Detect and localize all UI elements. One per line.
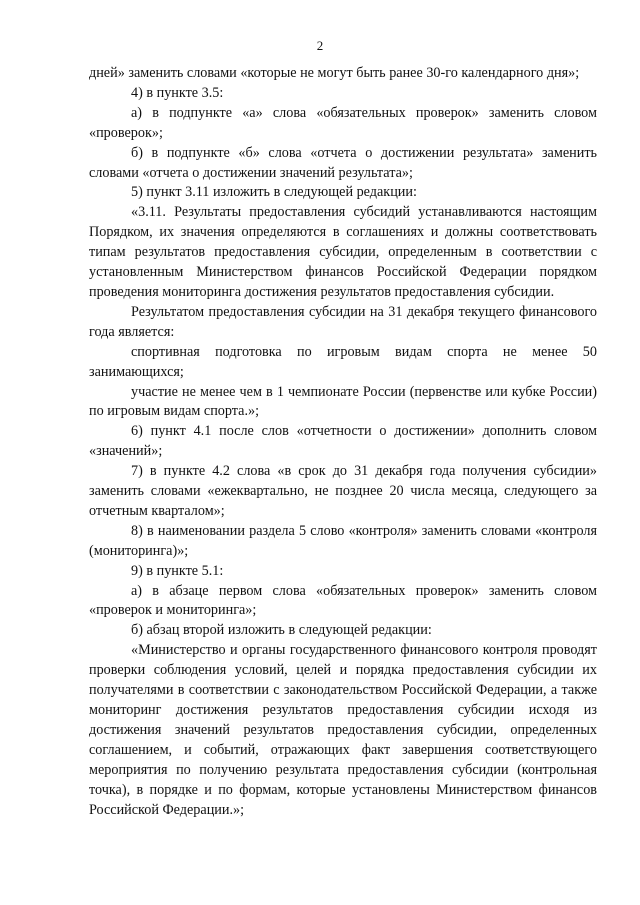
paragraph: 7) в пункте 4.2 слова «в срок до 31 декабря года получения субсидии» заменить словами «ежеквартально, не позднее 20 числа месяца, следующего за отчетным кварталом»; bbox=[89, 463, 597, 519]
paragraph: «3.11. Результаты предоставления субсидий устанавливаются настоящим Порядком, их значения определяются в соглашениях и должны соответствовать типам результатов предоставления субсидии, определенным в соответствии с установленным Министерством финансов Российской Федерации порядком проведения мониторинга достижения результатов предоставления субсидии. bbox=[89, 204, 597, 300]
page-number: 2 bbox=[316, 38, 324, 53]
document-body bbox=[89, 64, 597, 820]
paragraph: 6) пункт 4.1 после слов «отчетности о достижении» дополнить словом «значений»; bbox=[89, 423, 597, 460]
paragraph: дней» заменить словами «которые не могут быть ранее 30-го календарного дня»; bbox=[89, 65, 580, 81]
paragraph: 4) в пункте 3.5: bbox=[131, 84, 224, 101]
paragraph: 5) пункт 3.11 изложить в следующей редакции: bbox=[131, 184, 417, 201]
paragraph: а) в подпункте «а» слова «обязательных проверок» заменить словом «проверок»; bbox=[89, 104, 597, 141]
paragraph: б) абзац второй изложить в следующей редакции: bbox=[131, 622, 432, 639]
paragraph: Результатом предоставления субсидии на 31 декабря текущего финансового года является: bbox=[89, 303, 597, 340]
paragraph: б) в подпункте «б» слова «отчета о достижении результата» заменить словами «отчета о достижении значений результата»; bbox=[89, 144, 597, 181]
paragraph: а) в абзаце первом слова «обязательных проверок» заменить словом «проверок и мониторинга»; bbox=[89, 582, 597, 619]
paragraph: спортивная подготовка по игровым видам спорта не менее 50 занимающихся; bbox=[89, 343, 597, 380]
paragraph: 9) в пункте 5.1: bbox=[131, 562, 224, 579]
paragraph: участие не менее чем в 1 чемпионате России (первенстве или кубке России) по игровым видам спорта.»; bbox=[89, 383, 597, 420]
paragraph: «Министерство и органы государственного финансового контроля проводят проверки соблюдения условий, целей и порядка предоставления субсидии их получателями в соответствии с законодательством Российской Федерации, а также мониторинг достижения результатов предоставления субсидии исходя из достижения значений результатов предоставления субсидии, определенных соглашением, и событий, отражающих факт завершения соответствующего мероприятия по получению результата предоставления субсидии (контрольная точка), в порядке и по формам, которые установлены Министерством финансов Российской Федерации.»; bbox=[89, 642, 597, 818]
paragraph: 8) в наименовании раздела 5 слово «контроля» заменить словами «контроля (мониторинга)»; bbox=[89, 522, 597, 559]
